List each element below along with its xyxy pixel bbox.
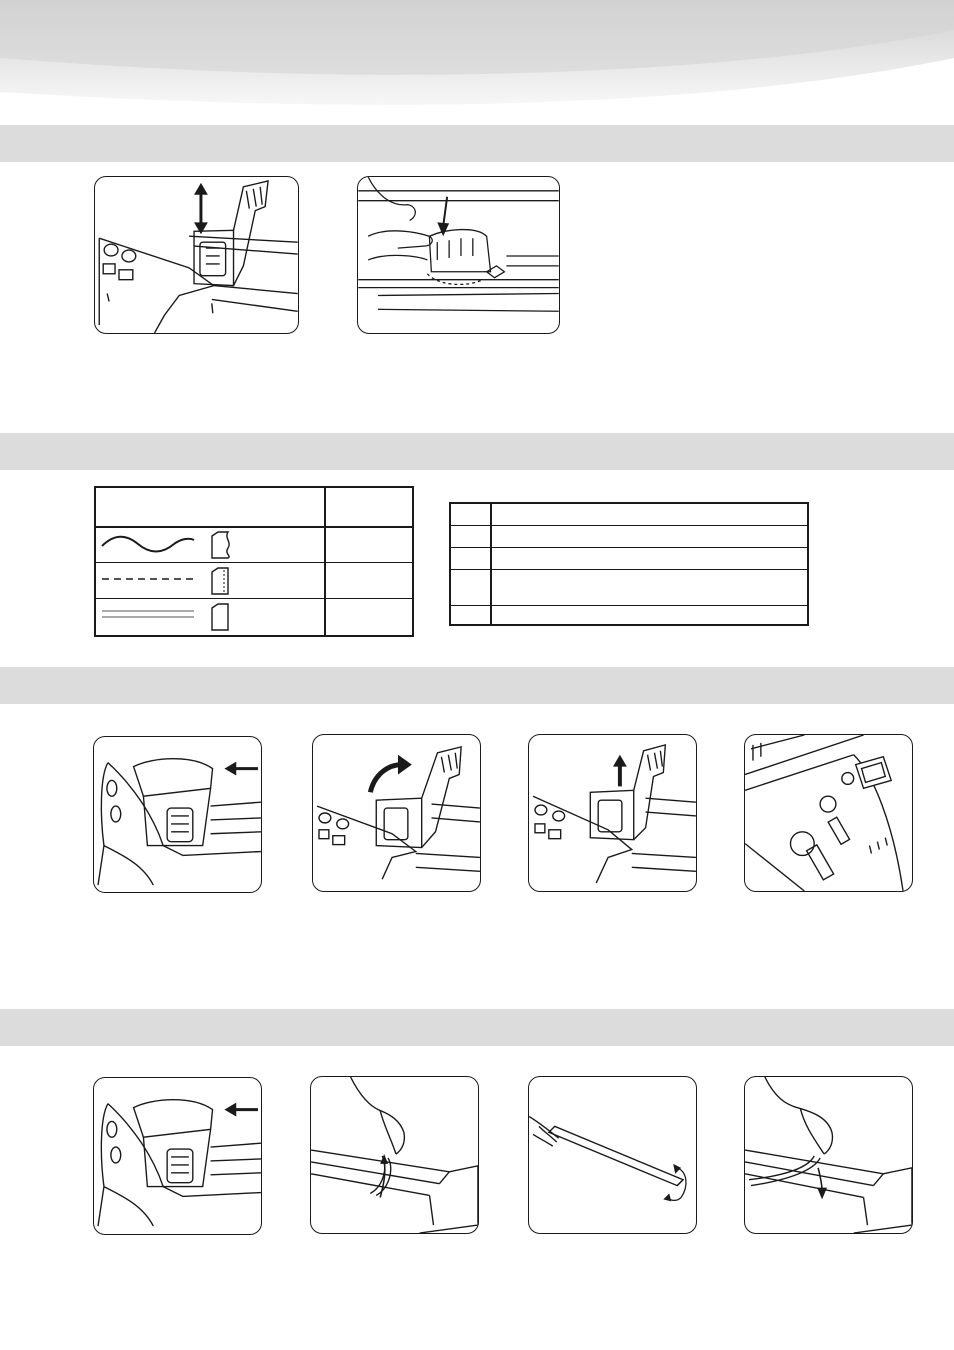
figure-turn-strip (528, 1076, 697, 1234)
dashed-line-icon (100, 574, 196, 584)
figure-insert-cutting-strip (744, 1076, 913, 1234)
key-row-4-divider (451, 605, 807, 606)
figure-press-cutting-head (357, 176, 560, 334)
key-row-1-divider (451, 525, 807, 526)
section-bar-cut-styles (0, 433, 954, 470)
press-illustration (358, 177, 559, 333)
key-row-2-divider (451, 547, 807, 548)
strip-insert-illustration (745, 1077, 912, 1233)
double-arrow-icon (194, 183, 208, 234)
left-arrow-icon (224, 762, 258, 776)
figure-spare-blade-storage (744, 734, 913, 892)
cut-styles-table (94, 486, 414, 637)
figure-blade-holder-lift (94, 176, 299, 334)
trimmer-head-illustration (94, 737, 261, 892)
figure-lift-holder-out (528, 734, 697, 892)
figure-remove-cutting-strip (310, 1076, 479, 1234)
strip-turn-illustration (529, 1077, 696, 1233)
key-row-3-divider (451, 569, 807, 570)
key-table (449, 502, 809, 626)
strip-remove-illustration (311, 1077, 478, 1233)
rotate-arrow-icon (663, 1164, 686, 1202)
up-arrow-icon (613, 755, 627, 787)
figure-slide-head-left-2 (93, 1077, 262, 1235)
header-banner (0, 0, 954, 112)
blade-storage-illustration (745, 735, 912, 891)
trimmer-head-illustration-2 (94, 1078, 261, 1234)
figure-slide-head-left (93, 736, 262, 893)
down-arrow-icon (817, 1168, 827, 1200)
holder-lift-illustration (529, 735, 696, 891)
curved-arrow-icon (370, 755, 411, 793)
straight-edge-page-icon (208, 602, 236, 632)
left-arrow-icon (224, 1103, 258, 1117)
section-bar-mat-change (0, 1009, 954, 1046)
section-bar-blade-change (0, 667, 954, 704)
section-bar-blade-setting (0, 125, 954, 162)
wavy-edge-page-icon (208, 530, 236, 560)
holder-rotate-illustration (313, 735, 480, 891)
trimmer-illustration (95, 177, 298, 333)
figure-rotate-holder-up (312, 734, 481, 892)
wave-line-icon (100, 532, 196, 556)
perforated-page-icon (208, 566, 236, 596)
straight-line-icon (100, 608, 196, 620)
